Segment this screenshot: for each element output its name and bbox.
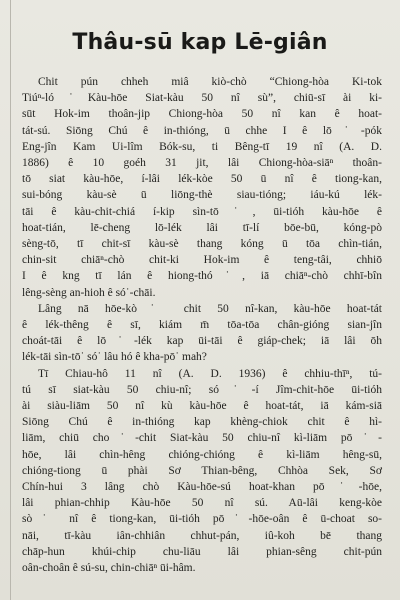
paragraph-3 xyxy=(22,366,382,577)
text-line: 1886) ê 10 goéh 31 jit, lâi Chiong-hòa-siāⁿ thoân- xyxy=(22,157,382,170)
text-line: lâi phian-chhip Kàu-hōe 50 nî sú. Aū-lâi keng-kòe xyxy=(22,497,382,510)
page-title: Thâu-sū kap Lē-giân xyxy=(72,30,328,55)
text-line: nāi, tī-kàu iân-chhiân chhut-pán, iû-koh bē thang xyxy=(22,529,382,542)
text-line: sò˙ nî ê tiong-kan, ūi-tióh pō˙-hōe-oân ê ū-choat so- xyxy=(22,513,382,526)
text-line: ài siàu-liām 50 nî kù kàu-hōe ê hoat-tát, iā kám-siā xyxy=(22,400,382,413)
text-line: hōe, lâi chìn-hêng chióng-chióng ê kì-liām hêng-sū, xyxy=(22,448,382,461)
page-edge xyxy=(10,0,11,600)
paragraph-1 xyxy=(22,74,382,301)
text-line: lêng-sèng an-hioh ê só˙-chāi. xyxy=(22,286,156,299)
text-line: sūt Hok-im thoân-jip Chiong-hòa 50 nî kan ê hoat- xyxy=(22,108,382,121)
text-line: sui-bóng kàu-sè ū liōng-thè siau-tióng; iáu-kú lék- xyxy=(22,189,382,202)
text-line: chin-sit chiāⁿ-chò chit-ki Hok-im ê teng-tâi, chhiō xyxy=(22,254,382,267)
text-line: Siōng Chú ê in-thióng kap khèng-chiok chit ê hì- xyxy=(22,416,382,429)
text-line: hoat-tián, lē-cheng lō-lék lâi tī-lí bōe-bū, kóng-pò xyxy=(22,221,382,234)
text-line: Tiúⁿ-ló˙Kàu-hōe Siat-kàu 50 nî sù”, chiū-sī ài ki- xyxy=(22,92,382,105)
text-line: liām, chiū cho˙-chit Siat-kàu 50 chiu-nî kì-liām pō˙- xyxy=(22,432,382,445)
text-line: tú sī siat-kàu 50 chiu-nî; só˙-í Jîm-chit-hōe ūi-tióh xyxy=(22,383,382,396)
text-line: Chit pún chheh miâ kiò-chò “Chiong-hòa Ki-tok xyxy=(38,76,382,88)
text-line: ê lék-thêng ê sī, kiám m̄ tōa-tōa chân-gióng sian-jîn xyxy=(22,319,382,332)
text-line: oân-choân ê sú-su, chin-chiāⁿ ūi-hâm. xyxy=(22,562,196,575)
text-line: tát-sú. Siōng Chú ê in-thióng, ū chhe I ê lō˙-pók xyxy=(22,124,382,137)
text-line: tāi ê kàu-chit-chiá í-kip sìn-tō˙, ūi-tióh kàu-hōe ê xyxy=(22,205,382,218)
text-line: Tī Chiau-hô 11 nî (A. D. 1936) ê chhiu-thīⁿ, tú- xyxy=(38,367,382,380)
text-line: tō siat kàu-hōe, í-lâi lék-kòe 50 ū nî ê tiong-kan, xyxy=(22,173,382,186)
text-line: chióng-tiong ū phài Sơ Thian-bêng, Chhòa Sek, Sơ xyxy=(22,464,382,477)
text-line: I ê kng tī lán ê hiong-thó˙, iā chiāⁿ-chò chhī-bîn xyxy=(22,270,382,283)
text-line: lék-tāi sìn-tō˙ só˙ lâu hó ê kha-pō˙ mah? xyxy=(22,351,207,364)
text-line: Eng-jîn Kam Ui-lîm Bók-su, ti Bêng-tī 19 nî (A. D. xyxy=(22,140,382,153)
text-line: Chín-hui 3 lâng chò Kàu-hōe-sú hoat-khan pō˙-hōe, xyxy=(22,481,382,494)
text-line: chāp-hun khúi-chip chu-liāu lâi phian-sêng chit-pún xyxy=(22,545,382,558)
text-line: Lâng nā hōe-kò˙ chit 50 nî-kan, kàu-hōe hoat-tát xyxy=(38,302,382,315)
body-text xyxy=(22,74,382,576)
text-line: sèng-tō, tī chit-sī kàu-sè thang kóng ū tōa chìn-tián, xyxy=(22,238,382,251)
text-line: choát-tāi ê lō˙-lék kap ūi-tāi ê giáp-chek; iā lâi ōh xyxy=(22,335,382,348)
paragraph-2 xyxy=(22,301,382,366)
